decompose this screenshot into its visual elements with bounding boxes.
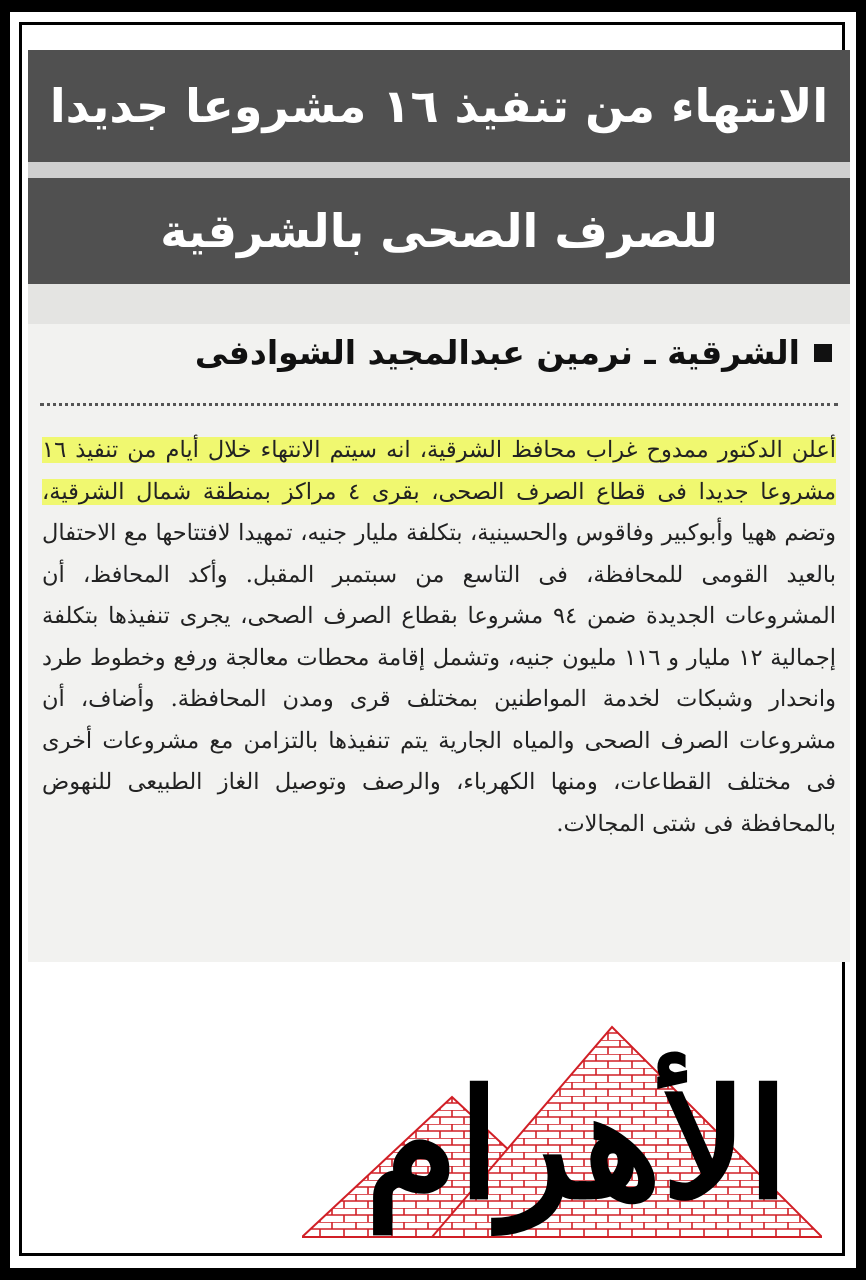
headline-line-2: للصرف الصحى بالشرقية (28, 178, 850, 284)
faded-bleed-through (28, 284, 850, 324)
bullet-square-icon (814, 344, 832, 362)
dotted-divider (40, 403, 838, 406)
headline-line-1: الانتهاء من تنفيذ ١٦ مشروعا جديدا (28, 50, 850, 162)
headline-separator (28, 162, 850, 178)
article-body (42, 430, 836, 845)
highlighted-text: أعلن الدكتور ممدوح غراب محافظ الشرقية، انه سيتم الانتهاء خلال أيام من تنفيذ ١٦ مشروعا جديدا فى قطاع الصرف الصحى، بقرى ٤ مراكز بمنطقة شمال الشرقية، (42, 437, 836, 505)
page-frame (10, 12, 856, 1268)
byline (195, 333, 832, 372)
byline-text: الشرقية ـ نرمين عبدالمجيد الشوادفى (194, 333, 800, 372)
logo-wordmark: الأهرام (365, 1057, 789, 1233)
al-ahram-logo (302, 1012, 822, 1242)
body-text: وتضم ههيا وأبوكبير وفاقوس والحسينية، بتكلفة مليار جنيه، تمهيدا لافتتاحها مع الاحتفال بالعيد القومى للمحافظة، فى التاسع من سبتمبر المقبل. وأكد المحافظ، أن المشروعات الجديدة ضمن ٩٤ مشروعا بقطاع الصرف الصحى، يجرى تنفيذها بتكلفة إجمالية ١٢ مليار و ١١٦ مليون جنيه، وتشمل إقامة محطات معالجة ورفع وخطوط طرد وانحدار وشبكات لخدمة المواطنين بمختلف قرى ومدن المحافظة. وأضاف، أن مشروعات الصرف الصحى والمياه الجارية يتم تنفيذها بالتزامن مع مشروعات أخرى فى مختلف القطاعات، ومنها الكهرباء، والرصف وتوصيل الغاز الطبيعى للنهوض بالمحافظة فى شتى المجالات. (42, 520, 836, 837)
newspaper-clipping (28, 50, 850, 962)
